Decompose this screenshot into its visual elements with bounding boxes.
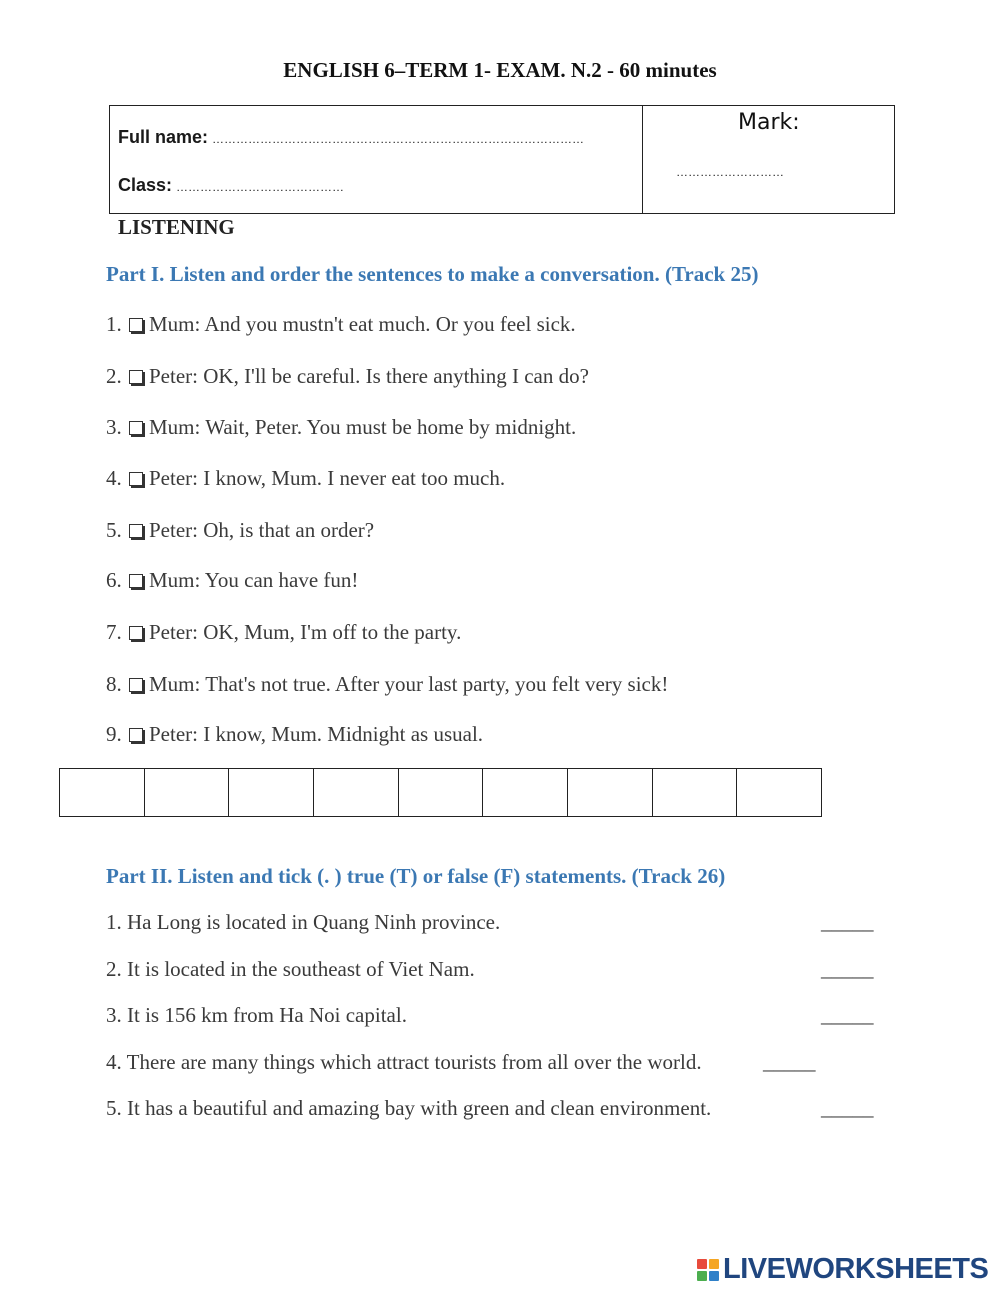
part1-item (106, 722, 483, 747)
listening-heading: LISTENING (118, 215, 235, 239)
part2-statement: 5. It has a beautiful and amazing bay with green and clean environment. (106, 1096, 712, 1120)
logo-block (697, 1259, 707, 1269)
part2-heading: Part II. Listen and tick (. ) true (T) or false (F) statements. (Track 26) (106, 864, 726, 888)
logo-text: LIVEWORKSHEETS (723, 1253, 989, 1285)
logo-blocks-icon (697, 1259, 719, 1281)
item-number: 9. (106, 722, 122, 746)
item-text: Mum: Wait, Peter. You must be home by midnight. (149, 415, 577, 439)
item-text: Peter: OK, Mum, I'm off to the party. (149, 620, 462, 644)
checkbox-icon (129, 318, 143, 332)
part1-heading: Part I. Listen and order the sentences to make a conversation. (Track 25) (106, 262, 759, 286)
part2-statement: 1. Ha Long is located in Quang Ninh province. (106, 910, 501, 934)
item-text: Mum: And you mustn't eat much. Or you feel sick. (149, 312, 576, 336)
answer-box[interactable] (60, 769, 145, 816)
exam-title: ENGLISH 6–TERM 1- EXAM. N.2 - 60 minutes (283, 58, 717, 82)
order-answer-grid (59, 768, 822, 817)
answer-blank[interactable]: _____ (763, 1050, 816, 1074)
item-number: 5. (106, 518, 122, 542)
student-info-table (109, 105, 895, 214)
part2-statement: 3. It is 156 km from Ha Noi capital. (106, 1003, 407, 1027)
item-number: 6. (106, 568, 122, 592)
checkbox-icon (129, 370, 143, 384)
answer-box[interactable] (568, 769, 653, 816)
checkbox-icon (129, 678, 143, 692)
part1-item (106, 568, 358, 593)
logo-block (709, 1259, 719, 1269)
part1-item (106, 312, 576, 337)
checkbox-icon (129, 626, 143, 640)
answer-blank[interactable]: _____ (821, 1003, 874, 1027)
mark-label: Mark: (738, 110, 800, 135)
checkbox-icon (129, 421, 143, 435)
part1-item (106, 415, 576, 440)
answer-box[interactable] (145, 769, 230, 816)
item-text: Peter: OK, I'll be careful. Is there anything I can do? (149, 364, 589, 388)
part1-item (106, 466, 505, 491)
item-number: 2. (106, 364, 122, 388)
part1-item (106, 364, 589, 389)
item-text: Mum: That's not true. After your last party, you felt very sick! (149, 672, 669, 696)
answer-box[interactable] (653, 769, 738, 816)
answer-box[interactable] (399, 769, 484, 816)
item-number: 3. (106, 415, 122, 439)
logo-block (709, 1271, 719, 1281)
class-field[interactable]: …………………………………… (176, 180, 345, 194)
item-text: Peter: I know, Mum. Midnight as usual. (149, 722, 484, 746)
full-name-row (118, 127, 584, 148)
part1-item (106, 672, 668, 697)
checkbox-icon (129, 472, 143, 486)
item-number: 8. (106, 672, 122, 696)
answer-box[interactable] (737, 769, 821, 816)
full-name-field[interactable]: ………………………………………………………………………………… (212, 132, 585, 146)
item-text: Mum: You can have fun! (149, 568, 359, 592)
part2-statement: 2. It is located in the southeast of Viet Nam. (106, 957, 475, 981)
item-number: 1. (106, 312, 122, 336)
class-row (118, 175, 344, 196)
checkbox-icon (129, 728, 143, 742)
checkbox-icon (129, 524, 143, 538)
logo-block (697, 1271, 707, 1281)
answer-box[interactable] (314, 769, 399, 816)
answer-blank[interactable]: _____ (821, 957, 874, 981)
part2-statement: 4. There are many things which attract tourists from all over the world. (106, 1050, 702, 1074)
answer-box[interactable] (229, 769, 314, 816)
item-number: 4. (106, 466, 122, 490)
mark-field[interactable]: ……………………… (676, 165, 784, 179)
part1-item (106, 518, 374, 543)
liveworksheets-logo[interactable] (697, 1253, 988, 1286)
part1-item (106, 620, 461, 645)
item-text: Peter: I know, Mum. I never eat too much. (149, 466, 506, 490)
full-name-label: Full name: (118, 127, 209, 147)
info-divider (642, 106, 643, 213)
answer-box[interactable] (483, 769, 568, 816)
checkbox-icon (129, 574, 143, 588)
item-number: 7. (106, 620, 122, 644)
class-label: Class: (118, 175, 173, 195)
answer-blank[interactable]: _____ (821, 1096, 874, 1120)
answer-blank[interactable]: _____ (821, 910, 874, 934)
item-text: Peter: Oh, is that an order? (149, 518, 375, 542)
